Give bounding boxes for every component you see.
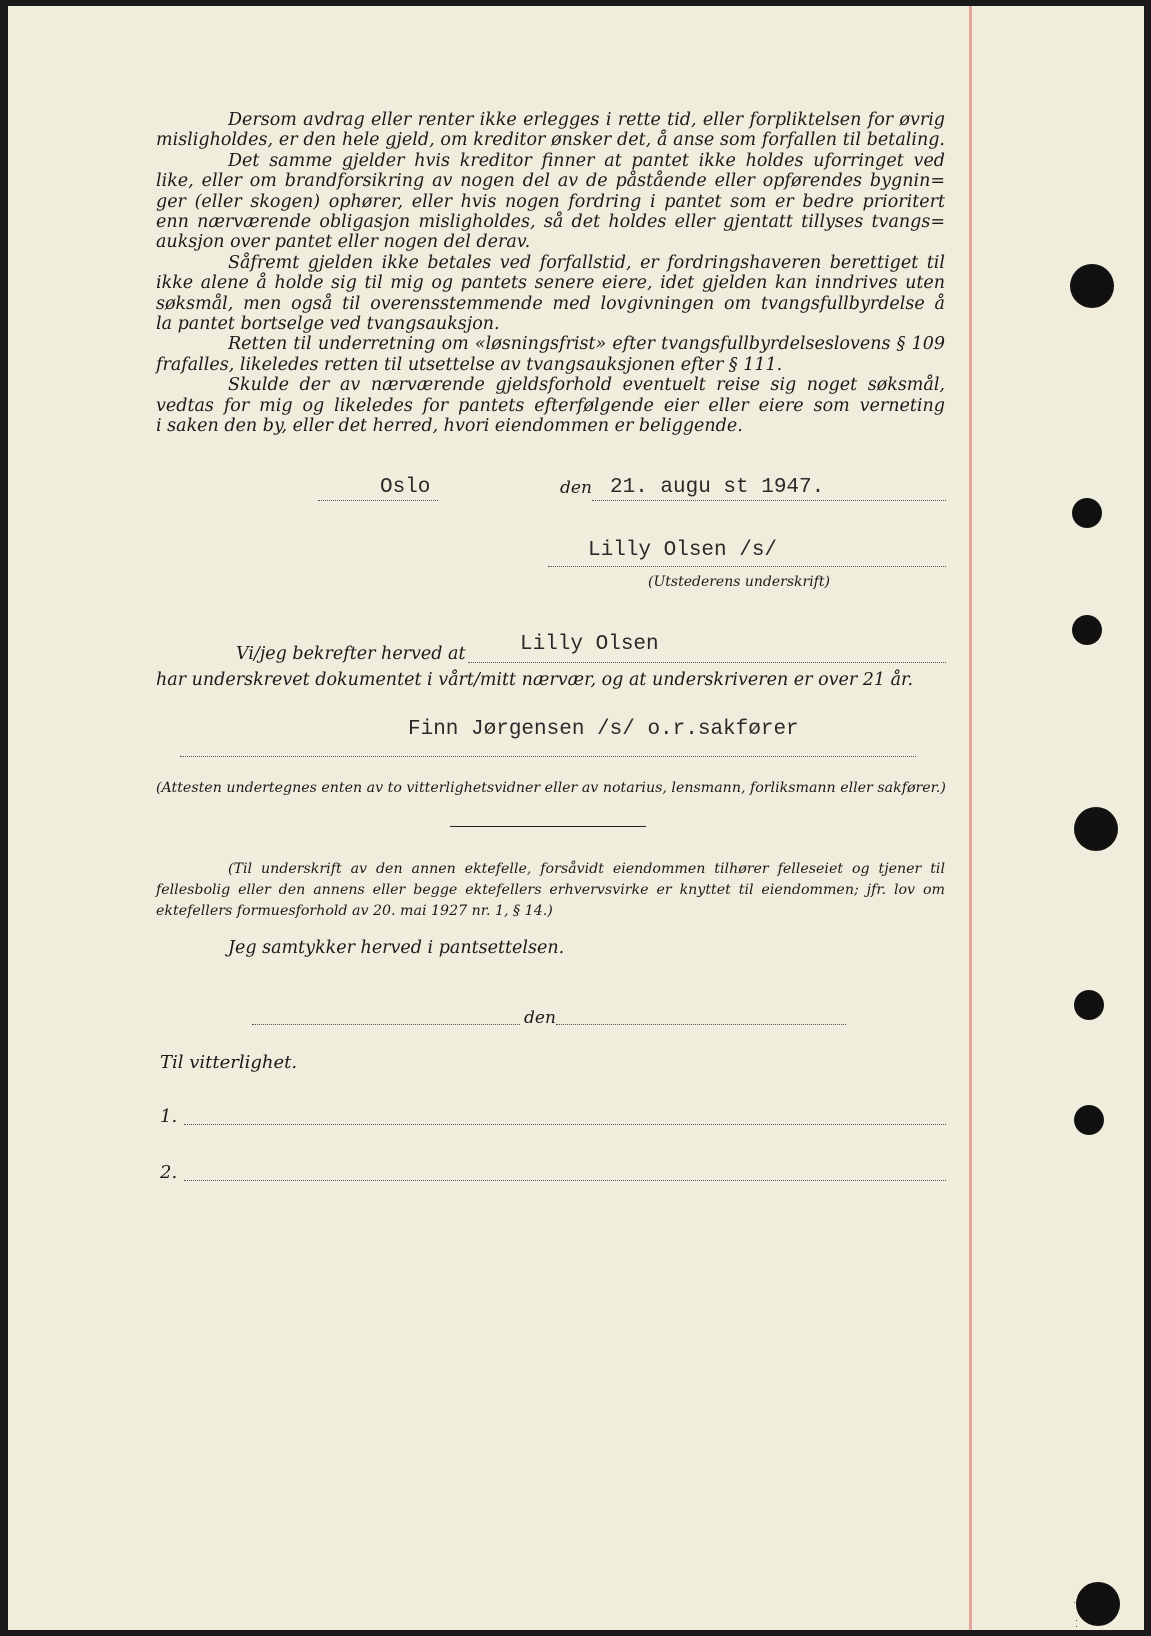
witness-signature-line [180, 756, 916, 757]
punch-hole [1070, 264, 1114, 308]
text-line: Dersom avdrag eller renter ikke erlegges i rette tid, eller forpliktelsen for øvrig [228, 110, 945, 130]
terms-text [156, 110, 945, 437]
text-line: ektefellers formuesforhold av 20. mai 1927 nr. 1, § 14.) [156, 903, 553, 919]
confirm-dotline [468, 662, 946, 663]
issuer-signature-line [548, 566, 946, 567]
text-line: auksjon over pantet eller nogen del derav. [156, 232, 531, 253]
text-line: Det samme gjelder hvis kreditor finner at pantet ikke holdes uforringet ved [228, 150, 945, 171]
issuer-signature[interactable]: Lilly Olsen /s/ [588, 539, 778, 562]
punch-hole [1076, 1626, 1077, 1627]
punch-hole [1072, 498, 1102, 528]
confirm-name[interactable]: Lilly Olsen [520, 633, 659, 656]
section-divider [450, 826, 646, 827]
punch-hole [1074, 807, 1118, 851]
punch-hole [1076, 1620, 1077, 1621]
consent-text: Jeg samtykker herved i pantsettelsen. [228, 938, 565, 958]
text-line: søksmål, men også til overensstemmende med lovgivningen om tvangsfullbyrdelse å [156, 293, 945, 314]
witness-heading: Til vitterlighet. [160, 1052, 298, 1073]
confirm-prefix: Vi/jeg bekrefter herved at [236, 644, 466, 664]
text-line: Såfremt gjelden ikke betales ved forfallstid, er fordringshaveren berettiget til [228, 252, 945, 273]
text-line: vedtas for mig og likeledes for pantets efterfølgende eier eller eiere som verneting [156, 395, 945, 416]
issuer-caption: (Utstederens underskrift) [648, 574, 830, 590]
text-line: ger (eller skogen) ophører, eller hvis nogen fordring i pantet som er bedre prioritert [156, 191, 945, 212]
punch-hole [1074, 1105, 1104, 1135]
text-line: i saken den by, eller det herred, hvori eiendommen er beliggende. [156, 416, 743, 437]
witness-2-line[interactable] [184, 1180, 946, 1181]
text-line: Skulde der av nærværende gjeldsforhold eventuelt reise sig noget søksmål, [228, 375, 945, 396]
punch-hole [1074, 990, 1104, 1020]
text-line: enn nærværende obligasjon misligholdes, så det holdes eller gjentatt tillyses tvangs= [156, 212, 945, 233]
place-dotline [318, 500, 438, 501]
date-dotline [592, 500, 946, 501]
spouse-note [156, 859, 945, 922]
witness-2-label: 2. [160, 1162, 178, 1183]
den-label: den [560, 478, 592, 498]
text-line: (Til underskrift av den annen ektefelle, forsåvidt eiendommen tilhører felleseiet og tjener til [228, 861, 945, 877]
confirm-line2: har underskrevet dokumentet i vårt/mitt nærvær, og at underskriveren er over 21 år. [156, 670, 914, 690]
date-field[interactable]: 21. augu st 1947. [610, 476, 825, 499]
punch-hole [1072, 615, 1102, 645]
text-line: like, eller om brandforsikring av nogen del av de påstående eller opførendes bygnin= [156, 171, 945, 192]
den-label-2: den [524, 1008, 556, 1028]
attest-note: (Attesten undertegnes enten av to vitterlighetsvidner eller av notarius, lensmann, forliksmann eller sakfører.) [156, 780, 946, 796]
place-field[interactable]: Oslo [380, 476, 431, 499]
witness-1-line[interactable] [184, 1124, 946, 1125]
text-line: frafalles, likeledes retten til utsettelse av tvangsauksjonen efter § 111. [156, 354, 783, 375]
consent-place-dotline [252, 1024, 520, 1025]
punch-hole-bottom-large [1076, 1582, 1120, 1626]
document-page [8, 6, 1144, 1630]
witness-signature[interactable]: Finn Jørgensen /s/ o.r.sakfører [408, 718, 799, 741]
text-line: la pantet bortselge ved tvangsauksjon. [156, 314, 500, 335]
text-line: misligholdes, er den hele gjeld, om kreditor ønsker det, å anse som forfallen til betaling. [156, 130, 945, 151]
margin-line [969, 6, 972, 1630]
text-line: Retten til underretning om «løsningsfrist» efter tvangsfullbyrdelseslovens § 109 [228, 334, 945, 355]
witness-1-label: 1. [160, 1106, 178, 1127]
text-line: ikke alene å holde sig til mig og pantets senere eiere, idet gjelden kan inndrives uten [156, 273, 945, 294]
text-line: fellesbolig eller den annens eller begge ektefellers erhvervsvirke er knyttet til eiendommen; jfr. lov om [156, 882, 945, 898]
consent-date-dotline [556, 1024, 846, 1025]
punch-hole [1074, 1602, 1075, 1603]
